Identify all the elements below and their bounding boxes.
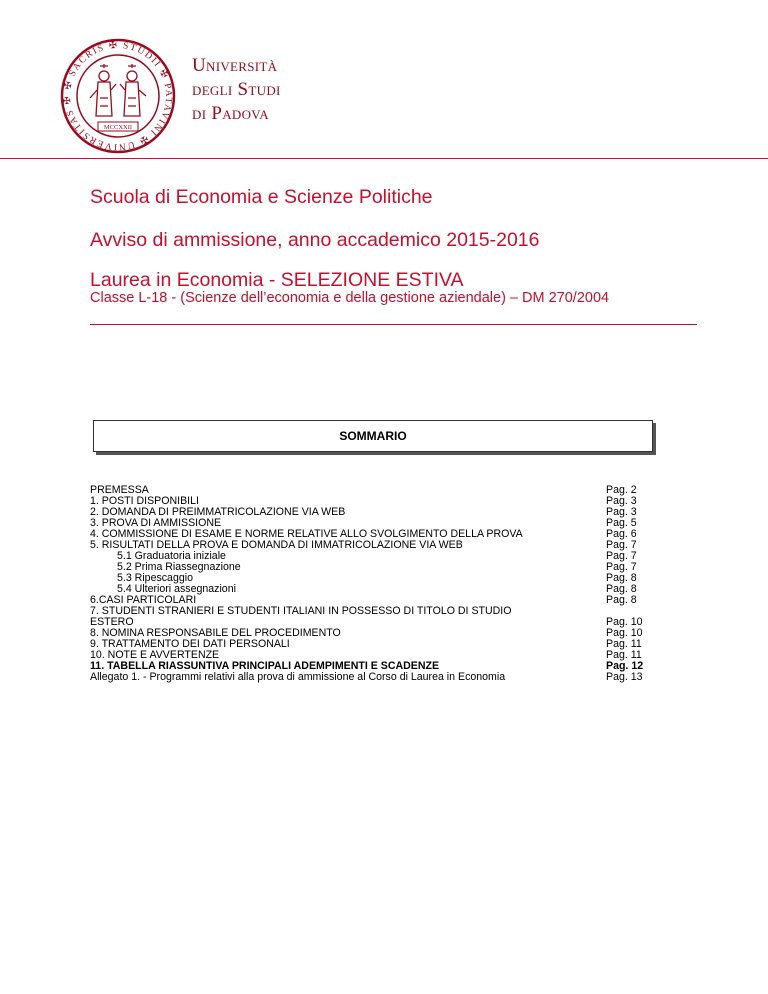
toc-entry-label: 5.4 Ulteriori assegnazioni [117,583,236,595]
toc-entry-page: Pag. 5 [606,517,637,529]
toc-entry-label: 5.2 Prima Riassegnazione [117,561,241,573]
header-divider [0,158,768,159]
school-title: Scuola di Economia e Scienze Politiche [90,186,433,208]
summary-title: SOMMARIO [339,429,407,443]
toc-entry-page: Pag. 13 [606,671,643,683]
toc-entry-label: 4. COMMISSIONE DI ESAME E NORME RELATIVE ALLO SVOLGIMENTO DELLA PROVA [90,528,523,540]
toc-entry-label: 5.1 Graduatoria iniziale [117,550,226,562]
title-divider [90,324,697,325]
toc-entry-label: PREMESSA [90,484,149,496]
toc-entry-label: 5.3 Ripescaggio [117,572,193,584]
toc-entry-label: 6.CASI PARTICOLARI [90,594,197,606]
toc-entry[interactable] [90,672,646,683]
svg-text:✠ SACRIS ✠ STUDII ✠ PATAVINI ✠: ✠ SACRIS ✠ STUDII ✠ PATAVINI ✠ UNIVERSITAS ✠ [62,40,174,152]
toc-entry-page: Pag. 6 [606,528,637,540]
toc-entry-label: 2. DOMANDA DI PREIMMATRICOLAZIONE VIA WEB [90,506,346,518]
toc-entry-page: Pag. 3 [606,506,637,518]
toc-entry-label: 3. PROVA DI AMMISSIONE [90,517,222,529]
toc-entry-page: Pag. 7 [606,550,637,562]
toc-entry[interactable] [90,606,646,617]
university-name [192,54,281,126]
university-name-line2: degli Studi [192,79,281,100]
university-seal-logo [60,38,176,154]
toc-entry-page: Pag. 3 [606,495,637,507]
toc-entry-page: Pag. 8 [606,594,637,606]
toc-entry-label: 7. STUDENTI STRANIERI E STUDENTI ITALIANI IN POSSESSO DI TITOLO DI STUDIO [90,605,512,617]
university-name-line3: di Padova [192,103,269,124]
toc-entry-label: 1. POSTI DISPONIBILI [90,495,199,507]
degree-title: Laurea in Economia - SELEZIONE ESTIVA [90,269,464,291]
toc-entry-label: 9. TRATTAMENTO DEI DATI PERSONALI [90,638,290,650]
toc-entry-page: Pag. 7 [606,561,637,573]
toc-entry-page: Pag. 11 [606,638,642,650]
notice-title: Avviso di ammissione, anno accademico 2015-2016 [90,229,540,251]
toc-entry-label: 8. NOMINA RESPONSABILE DEL PROCEDIMENTO [90,627,341,639]
seal-year: MCCXXII [103,124,133,131]
toc-entry-page: Pag. 11 [606,649,642,661]
toc-entry-page: Pag. 2 [606,484,637,496]
degree-class: Classe L-18 - (Scienze dell’economia e della gestione aziendale) – DM 270/2004 [90,290,610,306]
toc-entry-page: Pag. 10 [606,616,643,628]
toc-entry-page: Pag. 7 [606,539,637,551]
toc-entry-page: Pag. 8 [606,583,637,595]
toc-entry-page: Pag. 10 [606,627,643,639]
toc-entry-page: Pag. 8 [606,572,637,584]
toc-entry-label: 11. TABELLA RIASSUNTIVA PRINCIPALI ADEMPIMENTI E SCADENZE [90,660,440,672]
toc-entry-label: Allegato 1. - Programmi relativi alla prova di ammissione al Corso di Laurea in Economia [90,671,506,683]
toc-entry-label: ESTERO [90,616,134,628]
university-name-line1: Università [192,55,278,76]
toc-entry-label: 10. NOTE E AVVERTENZE [90,649,220,661]
toc-entry-label: 5. RISULTATI DELLA PROVA E DOMANDA DI IMMATRICOLAZIONE VIA WEB [90,539,463,551]
summary-header-box [93,420,653,452]
toc-entry-page: Pag. 12 [606,660,644,672]
table-of-contents [90,485,646,683]
